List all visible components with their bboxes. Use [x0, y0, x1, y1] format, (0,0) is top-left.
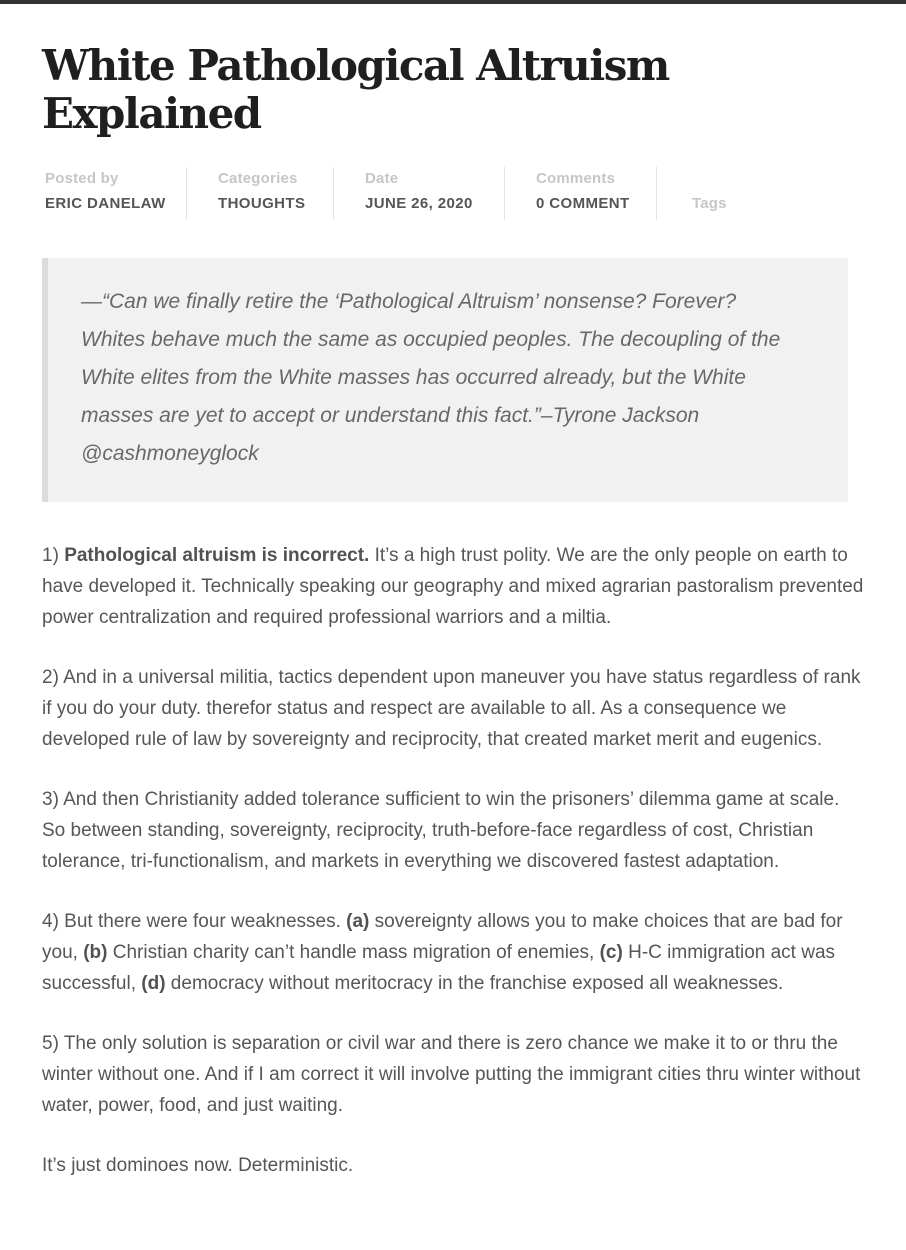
meta-posted-by — [42, 167, 187, 220]
meta-categories-label: Categories — [218, 169, 298, 187]
meta-comments-label: Comments — [536, 169, 616, 187]
post-title: White Pathological Altruism Explained — [42, 41, 669, 139]
meta-date-label: Date — [365, 169, 399, 187]
paragraph: 3) And then Christianity added tolerance sufficient to win the prisoners’ dilemma game at scale. So between standing, sovereignty, reciprocity, truth-before-face regardless of cost, Christian tolerance, tri-functionalism, and markets in everything we discovered fastest adaptation. — [42, 788, 840, 872]
meta-date — [334, 167, 505, 220]
bottom-spacer — [42, 1210, 864, 1250]
paragraph: 1) Pathological altruism is incorrect. It’s a high trust polity. We are the only people on earth to have developed it. Technically speaking our geography and mixed agrarian pastoralism prevented power centralization and required professional warriors and a miltia. — [42, 544, 864, 628]
meta-comments — [505, 167, 657, 220]
meta-categories — [187, 167, 334, 220]
meta-posted-by-label: Posted by — [45, 169, 119, 187]
category-link[interactable]: THOUGHTS — [218, 194, 306, 212]
paragraph: It’s just dominoes now. Deterministic. — [42, 1154, 354, 1176]
quote-block — [42, 258, 848, 502]
top-accent-bar — [0, 0, 906, 4]
paragraph: 5) The only solution is separation or civil war and there is zero chance we make it to or thru the winter without one. And if I am correct it will involve putting the immigrant cities thru winter without water, power, food, and just waiting. — [42, 1032, 861, 1116]
meta-tags-label: Tags — [692, 194, 727, 212]
meta-tags — [657, 167, 864, 220]
author-link[interactable]: ERIC DANELAW — [45, 194, 166, 212]
paragraph: 4) But there were four weaknesses. (a) sovereignty allows you to make choices that are bad for you, (b) Christian charity can’t handle mass migration of enemies, (c) H-C immigration act was successful, (d) democracy without meritocracy in the franchise exposed all weaknesses. — [42, 910, 843, 994]
comments-link[interactable]: 0 COMMENT — [536, 194, 630, 212]
article-body — [42, 540, 864, 1181]
quote-text: —“Can we finally retire the ‘Pathological Altruism’ nonsense? Forever? Whites behave much the same as occupied peoples. The decoupling of the White elites from the White masses has occurred already, but the White masses are yet to accept or understand this fact.”–Tyrone Jackson @cashmoneyglock — [81, 289, 781, 465]
paragraph: 2) And in a universal militia, tactics dependent upon maneuver you have status regardless of rank if you do your duty. therefor status and respect are available to all. As a consequence we developed rule of law by sovereignty and reciprocity, that created market merit and eugenics. — [42, 666, 861, 750]
post-meta — [42, 167, 864, 220]
post-date: JUNE 26, 2020 — [365, 194, 473, 212]
article-page — [0, 42, 906, 1250]
